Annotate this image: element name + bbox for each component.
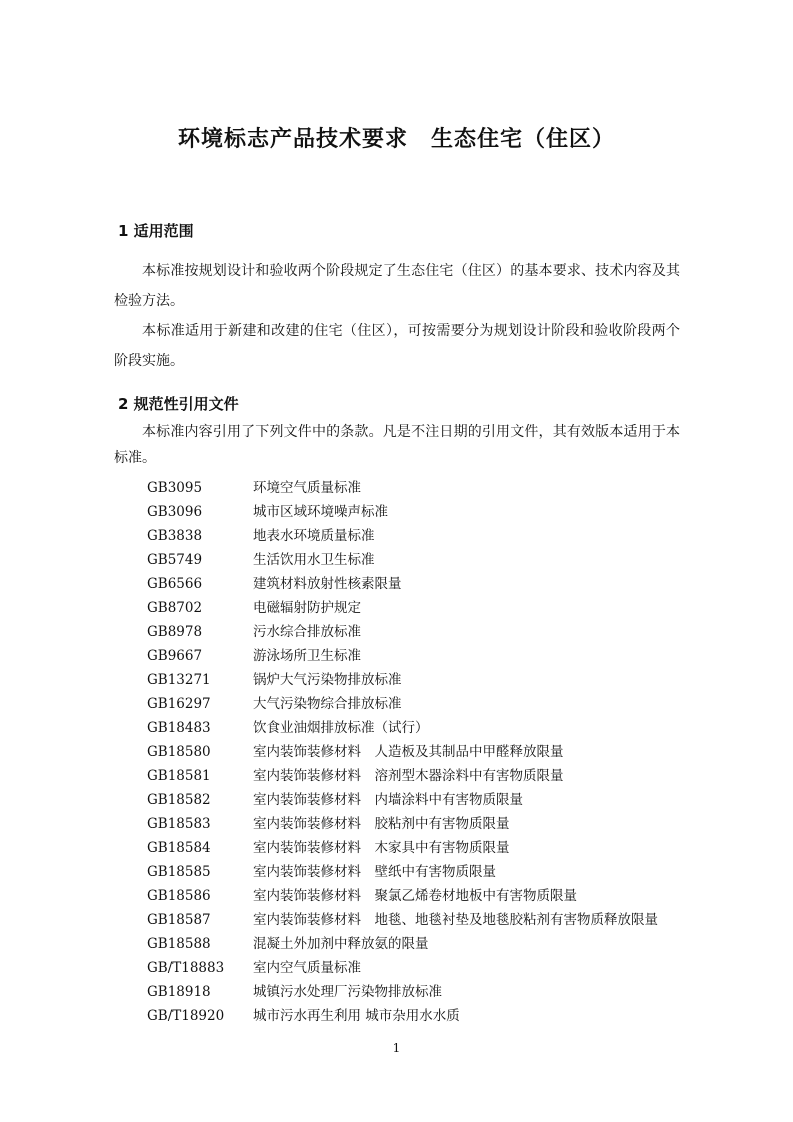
reference-row [147,524,658,548]
reference-name: 锅炉大气污染物排放标准 [253,672,402,688]
reference-name: 城市污水再生利用 城市杂用水水质 [253,1008,460,1024]
reference-code: GB18584 [147,840,211,856]
reference-code: GB18918 [147,984,211,1000]
reference-row [147,956,658,980]
reference-row [147,740,658,764]
references-intro: 本标准内容引用了下列文件中的条款。凡是不注日期的引用文件，其有效版本适用于本标准。 [114,424,680,466]
section-heading-references: 2 规范性引用文件 [118,395,239,413]
reference-row [147,716,658,740]
reference-name: 环境空气质量标准 [253,480,361,496]
reference-row [147,692,658,716]
reference-code: GB3095 [147,480,203,496]
reference-name: 室内装饰装修材料 地毯、地毯衬垫及地毯胶粘剂有害物质释放限量 [253,912,658,928]
reference-name: 电磁辐射防护规定 [253,600,361,616]
reference-name: 污水综合排放标准 [253,624,361,640]
reference-code: GB18483 [147,720,211,736]
reference-code: GB18581 [147,768,211,784]
reference-row [147,836,658,860]
reference-name: 饮食业油烟排放标准（试行） [253,720,429,736]
reference-code: GB/T18920 [147,1008,225,1024]
reference-name: 室内装饰装修材料 木家具中有害物质限量 [253,840,510,856]
reference-name: 室内装饰装修材料 内墙涂料中有害物质限量 [253,792,523,808]
reference-row [147,884,658,908]
reference-row [147,476,658,500]
reference-row [147,500,658,524]
reference-name: 室内装饰装修材料 聚氯乙烯卷材地板中有害物质限量 [253,888,577,904]
reference-row [147,1004,658,1028]
reference-name: 城镇污水处理厂污染物排放标准 [253,984,442,1000]
reference-code: GB18587 [147,912,211,928]
reference-name: 大气污染物综合排放标准 [253,696,402,712]
reference-name: 地表水环境质量标准 [253,528,375,544]
page-number: 1 [392,1041,401,1055]
reference-code: GB6566 [147,576,203,592]
reference-row [147,932,658,956]
reference-code: GB18588 [147,936,211,952]
reference-name: 生活饮用水卫生标准 [253,552,375,568]
reference-code: GB8978 [147,624,203,640]
reference-code: GB5749 [147,552,203,568]
reference-name: 城市区域环境噪声标准 [253,504,388,520]
reference-code: GB18585 [147,864,211,880]
document-title: 环境标志产品技术要求 生态住宅（住区） [177,127,615,152]
reference-row [147,788,658,812]
reference-name: 室内装饰装修材料 壁纸中有害物质限量 [253,864,496,880]
reference-code: GB18583 [147,816,211,832]
reference-code: GB3096 [147,504,203,520]
reference-name: 建筑材料放射性核素限量 [253,576,402,592]
reference-code: GB/T18883 [147,960,225,976]
reference-code: GB18580 [147,744,211,760]
scope-paragraph: 本标准适用于新建和改建的住宅（住区），可按需要分为规划设计阶段和验收阶段两个阶段实施。 [114,323,680,369]
reference-row [147,764,658,788]
reference-code: GB18582 [147,792,211,808]
reference-code: GB9667 [147,648,203,664]
reference-row [147,860,658,884]
reference-name: 室内空气质量标准 [253,960,361,976]
reference-name: 混凝土外加剂中释放氨的限量 [253,936,429,952]
reference-code: GB13271 [147,672,211,688]
reference-row [147,668,658,692]
reference-row [147,572,658,596]
section-heading-scope: 1 适用范围 [118,222,194,240]
reference-name: 室内装饰装修材料 胶粘剂中有害物质限量 [253,816,510,832]
reference-code: GB18586 [147,888,211,904]
reference-name: 室内装饰装修材料 人造板及其制品中甲醛释放限量 [253,744,564,760]
reference-code: GB16297 [147,696,211,712]
reference-row [147,812,658,836]
reference-row [147,548,658,572]
reference-row [147,908,658,932]
reference-code: GB3838 [147,528,203,544]
reference-code: GB8702 [147,600,203,616]
scope-paragraph: 本标准按规划设计和验收两个阶段规定了生态住宅（住区）的基本要求、技术内容及其检验方法。 [114,263,680,309]
reference-row [147,644,658,668]
reference-row [147,596,658,620]
reference-row [147,980,658,1004]
reference-list [147,476,658,1028]
reference-row [147,620,658,644]
reference-name: 室内装饰装修材料 溶剂型木器涂料中有害物质限量 [253,768,564,784]
reference-name: 游泳场所卫生标准 [253,648,361,664]
